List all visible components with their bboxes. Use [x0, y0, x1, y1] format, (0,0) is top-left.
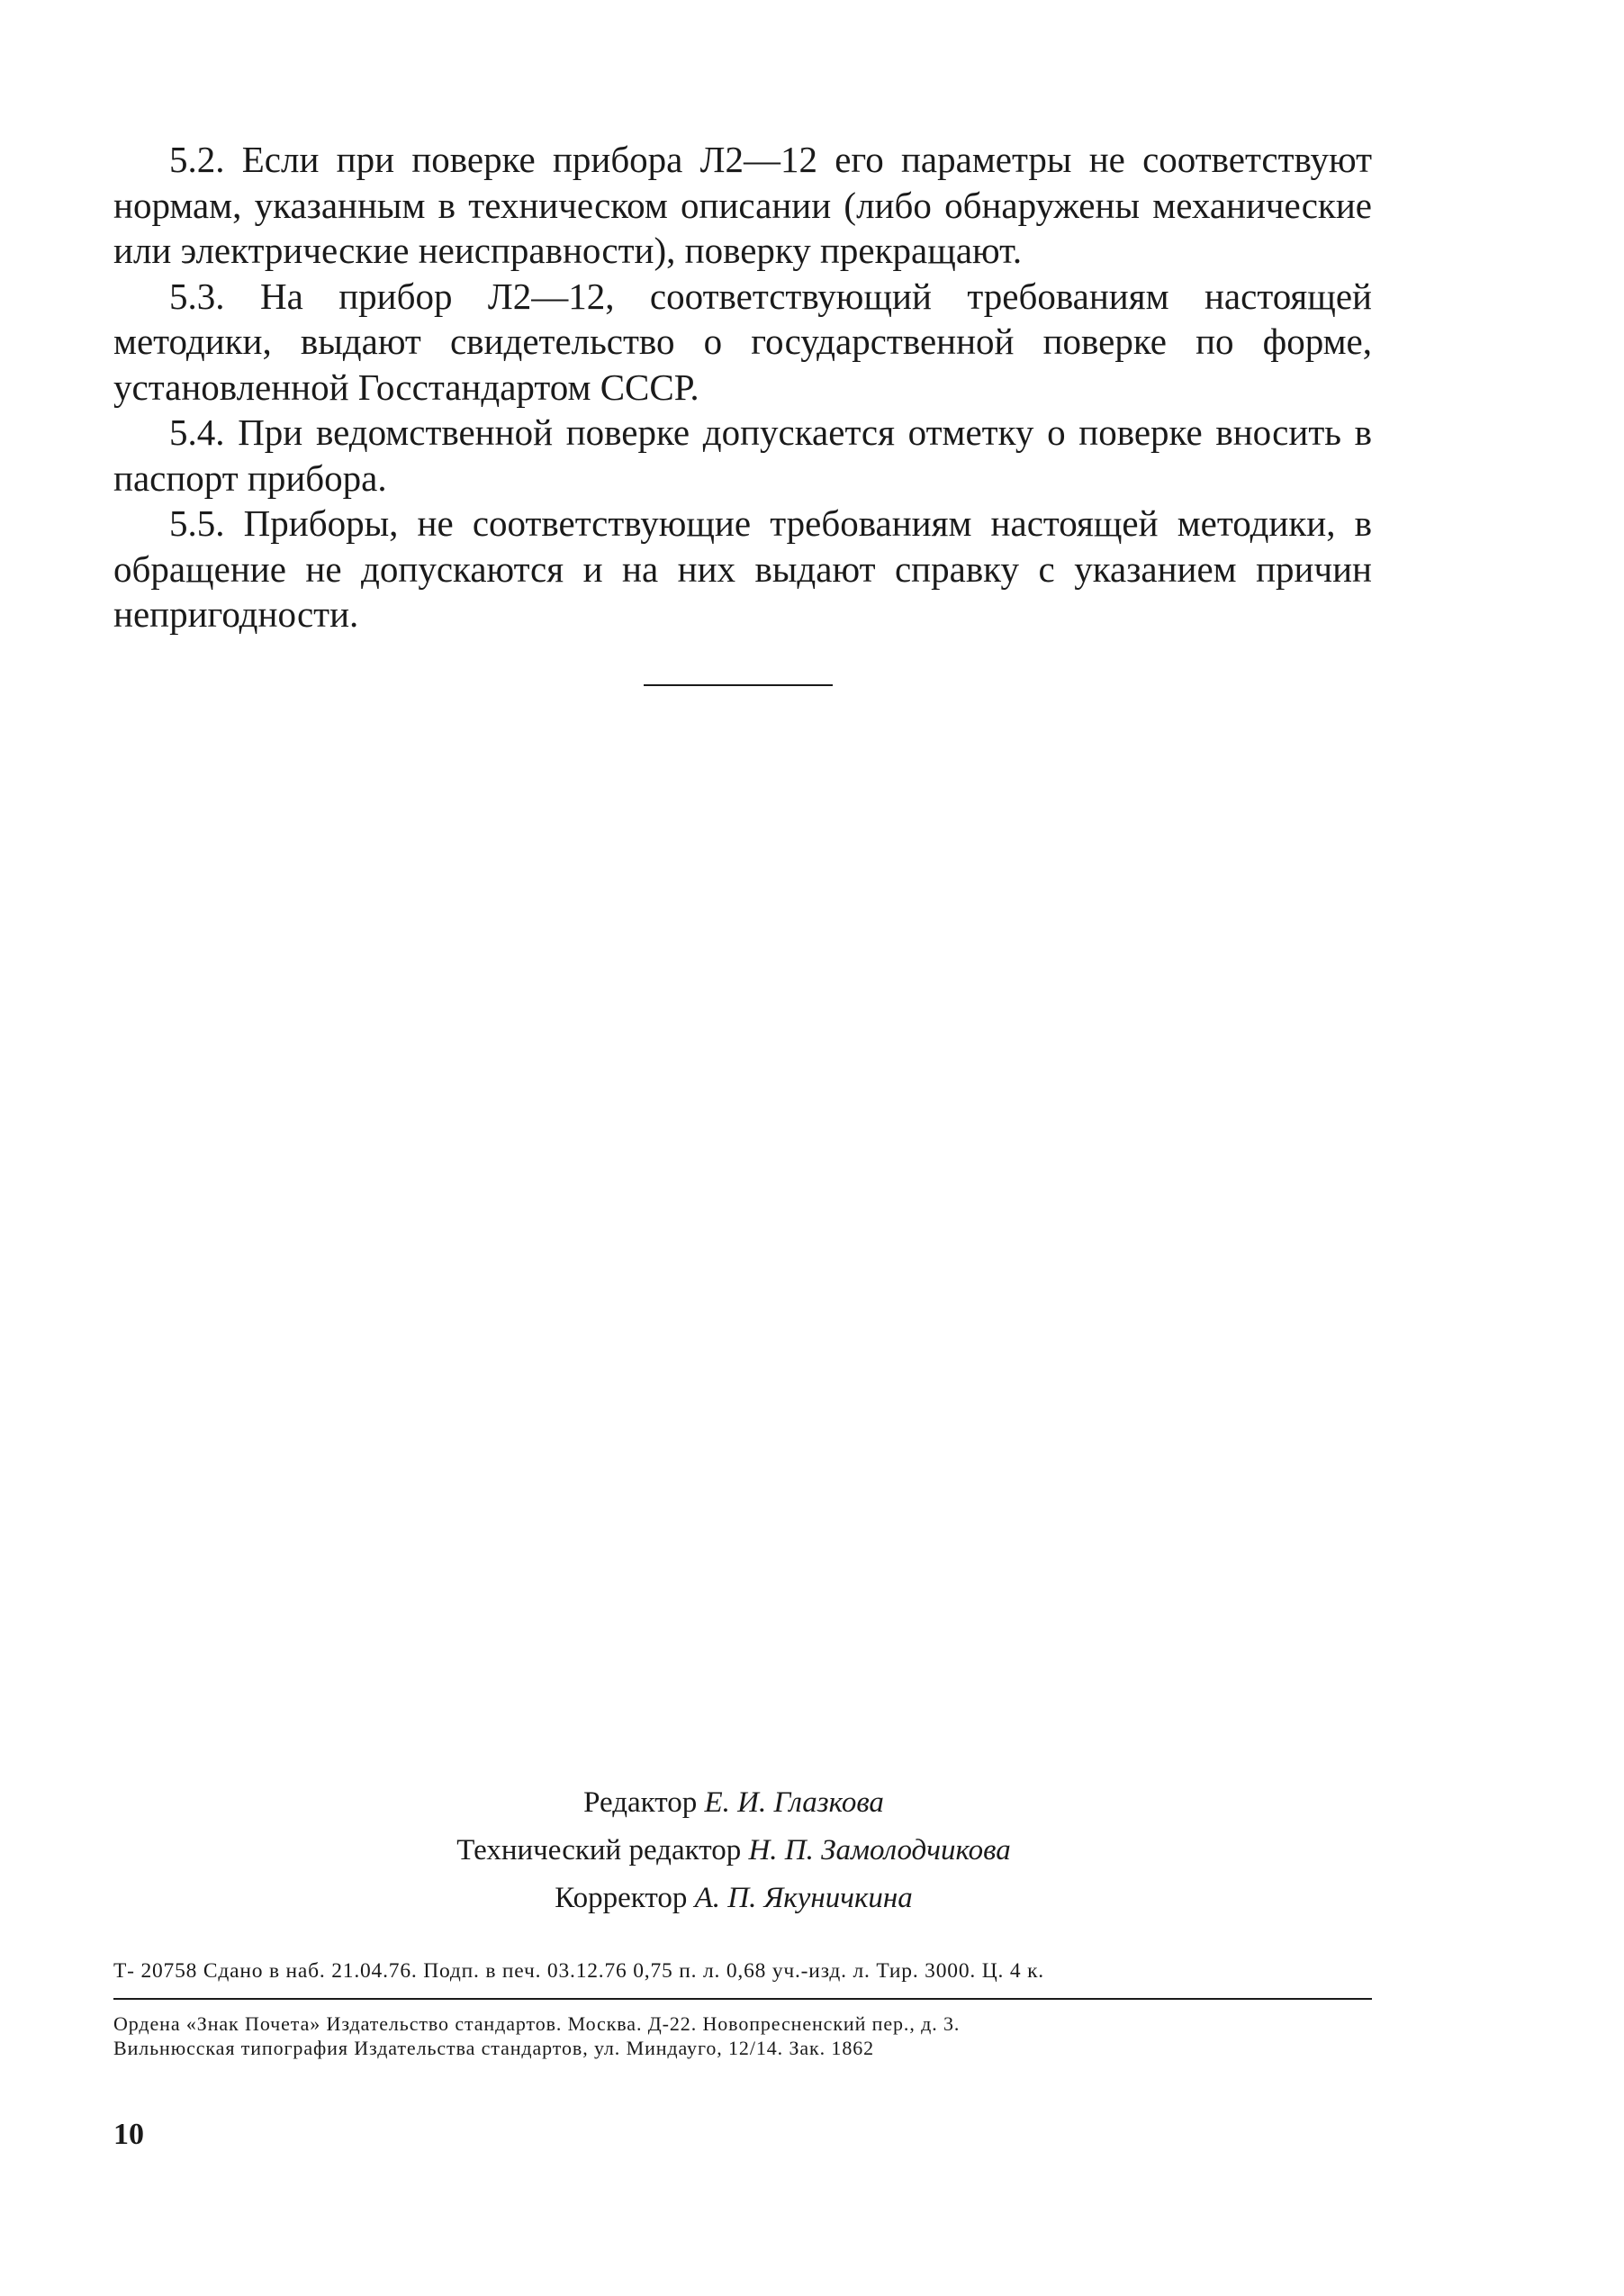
paragraph-5-5: 5.5. Приборы, не соответствующие требованиям настоящей методики, в обращение не допускаются и на них выдают справку с указанием причин непригодности. — [113, 502, 1372, 635]
credit-role: Редактор — [583, 1786, 705, 1819]
paragraph-5-3: 5.3. На прибор Л2—12, соответствующий требованиям настоящей методики, выдают свидетельство о государственной поверке по форме, установленной Госстандартом СССР. — [113, 275, 1372, 408]
credit-editor — [270, 1779, 1197, 1827]
credits-block — [270, 1779, 1197, 1922]
imprint-rule — [113, 1998, 1372, 2000]
page-number: 10 — [113, 2118, 144, 2151]
credit-role: Корректор — [555, 1882, 695, 1914]
credit-name: А. П. Якуничкина — [694, 1882, 913, 1914]
imprint-publisher-block — [113, 2011, 1372, 2060]
credit-name: Н. П. Замолодчикова — [748, 1834, 1011, 1867]
imprint-print-details: Т- 20758 Сдано в наб. 21.04.76. Подп. в печ. 03.12.76 0,75 п. л. 0,68 уч.-изд. л. Тир. 3000. Ц. 4 к. — [113, 1959, 1044, 1983]
credit-proofreader — [270, 1875, 1197, 1922]
paragraph-5-2: 5.2. Если при поверке прибора Л2—12 его параметры не соответствуют нормам, указанным в техническом описании (либо обнаружены механические или электрические неисправности), поверку прекращают. — [113, 139, 1372, 271]
credit-name: Е. И. Глазкова — [704, 1786, 884, 1819]
imprint-publisher: Ордена «Знак Почета» Издательство стандартов. Москва. Д-22. Новопресненский пер., д. 3. — [113, 2012, 961, 2035]
credit-technical-editor — [270, 1827, 1197, 1875]
credit-role: Технический редактор — [456, 1834, 749, 1867]
paragraph-5-4: 5.4. При ведомственной поверке допускается отметку о поверке вносить в паспорт прибора. — [113, 411, 1372, 499]
imprint-printer: Вильнюсская типография Издательства стандартов, ул. Миндауго, 12/14. Зак. 1862 — [113, 2037, 875, 2059]
body-text — [113, 137, 1372, 637]
section-end-rule — [644, 684, 833, 686]
